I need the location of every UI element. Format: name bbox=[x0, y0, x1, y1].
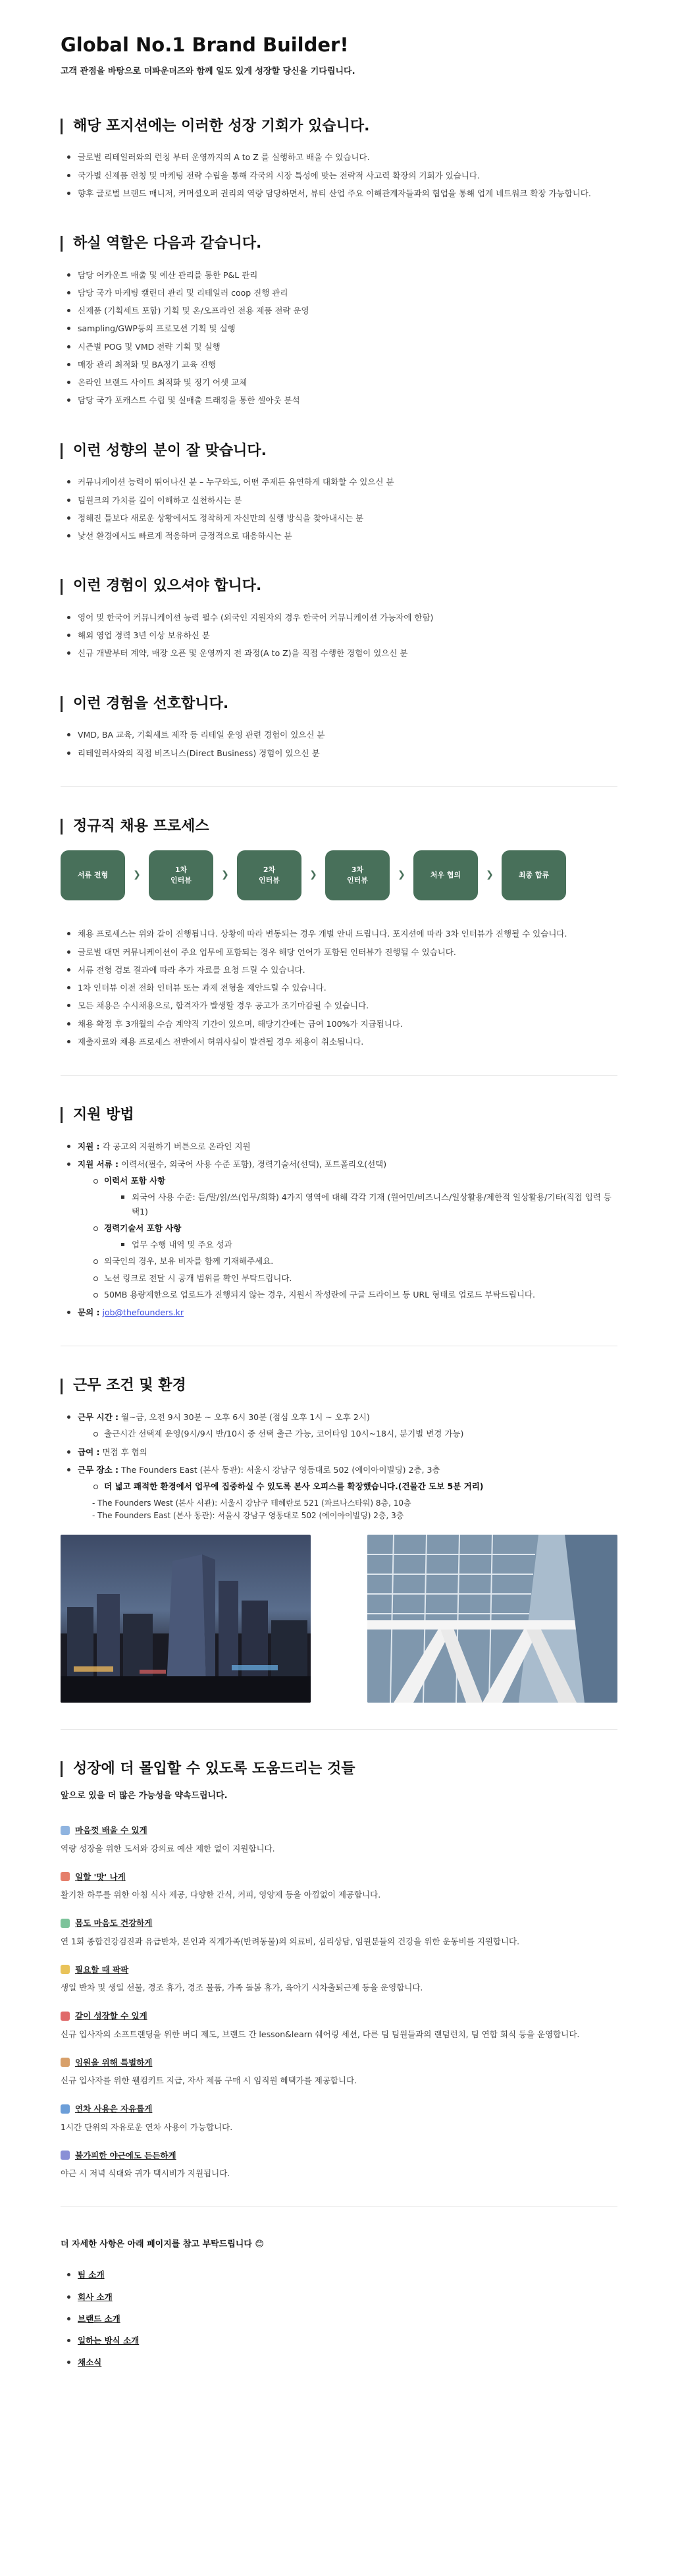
health-icon bbox=[61, 1919, 70, 1928]
list-item: 커뮤니케이션 능력이 뛰어나신 분 – 누구와도, 어떤 주제든 유연하게 대화할 수 있으신 분 bbox=[67, 475, 617, 489]
section-heading bbox=[61, 577, 617, 596]
heading-text: 이런 성향의 분이 잘 맞습니다. bbox=[73, 442, 267, 459]
list-item: 담당 국가 포캐스트 수립 및 실매출 트래킹을 통한 셀아웃 분석 bbox=[67, 393, 617, 407]
section-preferred bbox=[61, 695, 617, 760]
process-step: 최종 합류 bbox=[502, 850, 566, 900]
heading-text: 이런 경험이 있으셔야 합니다. bbox=[73, 578, 262, 595]
heading-text: 이런 경험을 선호합니다. bbox=[73, 695, 229, 712]
list-item: 시즌별 POG 및 VMD 전략 기획 및 실행 bbox=[67, 340, 617, 354]
divider bbox=[61, 786, 617, 787]
list-item: 50MB 용량제한으로 업로드가 진행되지 않는 경우, 지원서 작성란에 구글 드라이브 등 URL 형태로 업로드 부탁드립니다. bbox=[93, 1288, 617, 1302]
heading-bar bbox=[61, 696, 63, 712]
list-item: 노션 링크로 전달 시 공개 범위를 확인 부탁드립니다. bbox=[93, 1271, 617, 1285]
heading-bar bbox=[61, 119, 63, 134]
list-item bbox=[67, 1139, 617, 1153]
apply-docs-label: 지원 서류 : bbox=[78, 1159, 119, 1169]
address-west: - The Founders West (본사 서관): 서울시 강남구 테헤란로 521 (파르나스타워) 8층, 10층 bbox=[92, 1498, 411, 1508]
process-step: 서류 전형 bbox=[61, 850, 125, 900]
list-item: 팀원크의 가치를 깊이 이해하고 실천하시는 분 bbox=[67, 493, 617, 507]
benefit-desc: 활기찬 하루를 위한 아침 식사 제공, 다양한 간식, 커피, 영양제 등을 아낌없이 제공합니다. bbox=[61, 1890, 381, 1900]
list-item: 낯선 환경에서도 빠르게 적응하며 긍정적으로 대응하시는 분 bbox=[67, 529, 617, 543]
section-role bbox=[61, 234, 617, 408]
benefits-subtitle: 앞으로 있을 더 많은 가능성을 약속드립니다. bbox=[61, 1791, 228, 1801]
list-item bbox=[67, 2312, 617, 2326]
heading-bar bbox=[61, 1107, 63, 1123]
section-process bbox=[61, 817, 617, 1049]
list-item bbox=[67, 1445, 617, 1459]
benefit-title bbox=[61, 1963, 617, 1977]
chevron-right-icon: ❯ bbox=[398, 869, 405, 881]
food-icon bbox=[61, 1872, 70, 1881]
list-item: 향후 글로벌 브랜드 매니저, 커머셜오퍼 권리의 역량 담당하면서, 뷰티 산업 주요 이해관계자들과의 협업을 통해 업계 네트워크 확장 가능합니다. bbox=[67, 186, 617, 200]
heading-bar bbox=[61, 579, 63, 595]
process-step: 3차 인터뷰 bbox=[325, 850, 390, 900]
benefit-desc: 역량 성장을 위한 도서와 강의료 예산 제한 없이 지원합니다. bbox=[61, 1843, 275, 1853]
office-west-photo bbox=[61, 1535, 311, 1703]
section-heading bbox=[61, 1106, 617, 1125]
list-item bbox=[93, 1221, 617, 1252]
list-item bbox=[67, 1305, 617, 1319]
benefit-title bbox=[61, 1823, 617, 1837]
chevron-right-icon: ❯ bbox=[309, 869, 317, 881]
list-item: 담당 국가 마케팅 캘린더 관리 및 리테일러 coop 진행 관리 bbox=[67, 286, 617, 300]
process-step: 처우 협의 bbox=[413, 850, 478, 900]
benefit-title bbox=[61, 2102, 617, 2116]
chevron-right-icon: ❯ bbox=[221, 869, 229, 881]
brand-intro-link[interactable]: 브랜드 소개 bbox=[78, 2313, 120, 2324]
benefit-title-text: 불가피한 야근에도 든든하게 bbox=[75, 2150, 176, 2160]
heading-text: 근무 조건 및 환경 bbox=[73, 1377, 186, 1394]
office-photos bbox=[61, 1535, 617, 1703]
list-item: 채용 프로세스는 위와 같이 진행됩니다. 상황에 따라 변동되는 경우 개별 안내 드립니다. 포지션에 따라 3차 인터뷰가 진행될 수 있습니다. bbox=[67, 927, 617, 941]
benefit-item bbox=[61, 1963, 617, 1995]
welcome-kit-icon bbox=[61, 2058, 70, 2067]
section-conditions bbox=[61, 1377, 617, 1702]
heading-bar bbox=[61, 236, 63, 252]
heading-bar bbox=[61, 443, 63, 459]
benefit-title-text: 임원을 위해 특별하게 bbox=[75, 2057, 153, 2068]
list-item: 글로벌 리테일러와의 런칭 부터 운영까지의 A to Z 를 실행하고 배울 수 있습니다. bbox=[67, 150, 617, 164]
list-item: 글로벌 대면 커뮤니케이션이 주요 업무에 포함되는 경우 해당 언어가 포함된 인터뷰가 진행될 수 있습니다. bbox=[67, 945, 617, 959]
benefit-title bbox=[61, 2149, 617, 2162]
benefit-item bbox=[61, 1823, 617, 1855]
divider bbox=[61, 2206, 617, 2207]
news-link[interactable]: 채소식 bbox=[78, 2357, 102, 2368]
list-item: 국가별 신제품 런칭 및 마케팅 전략 수립을 통해 각국의 시장 특성에 맞는 전략적 사고력 확장의 기회가 있습니다. bbox=[67, 169, 617, 182]
team-intro-link[interactable]: 팀 소개 bbox=[78, 2270, 105, 2280]
list-item: 리테일러사와의 직접 비즈니스(Direct Business) 경험이 있으신 분 bbox=[67, 746, 617, 760]
section-heading bbox=[61, 1760, 617, 1779]
place-text: The Founders East (본사 동관): 서울시 강남구 영동대로 502 (에이아이빌딩) 2층, 3층 bbox=[118, 1464, 440, 1475]
list-item: 정해진 틀보다 새로운 상황에서도 정착하게 자신만의 실행 방식을 찾아내시는 분 bbox=[67, 511, 617, 525]
books-icon bbox=[61, 1826, 70, 1835]
section-heading bbox=[61, 817, 617, 836]
benefit-title-text: 몸도 마음도 건강하게 bbox=[75, 1918, 153, 1929]
process-step: 1차 인터뷰 bbox=[149, 850, 213, 900]
heading-text: 하실 역할은 다음과 같습니다. bbox=[73, 235, 262, 252]
benefit-desc: 신규 입사자의 소프트랜딩을 위한 버디 제도, 브랜드 간 lesson&learn 쉐어링 세션, 다른 팀 팀원들과의 랜덤런치, 팀 연합 회식 등을 운영합니다. bbox=[61, 2029, 580, 2039]
apply-where-label: 지원 : bbox=[78, 1141, 100, 1151]
list-item bbox=[67, 2290, 617, 2304]
list-item: 해외 영업 경력 3년 이상 보유하신 분 bbox=[67, 628, 617, 642]
benefit-item bbox=[61, 1870, 617, 1902]
page-title: Global No.1 Brand Builder! bbox=[61, 34, 349, 56]
address-east: - The Founders East (본사 동관): 서울시 강남구 영동대로 502 (에이아이빌딩) 2층, 3층 bbox=[92, 1511, 404, 1521]
list-item: 외국인의 경우, 보유 비자를 함께 기재해주세요. bbox=[93, 1254, 617, 1268]
list-item: 모든 채용은 수시채용으로, 합격자가 발생할 경우 공고가 조기마감될 수 있습니다. bbox=[67, 999, 617, 1012]
chevron-right-icon: ❯ bbox=[486, 869, 494, 881]
hours-label: 근무 시간 : bbox=[78, 1412, 119, 1423]
benefit-title bbox=[61, 2009, 617, 2023]
taxi-icon bbox=[61, 2151, 70, 2160]
benefit-title-text: 마음껏 배울 수 있게 bbox=[75, 1825, 147, 1836]
heading-bar bbox=[61, 1379, 63, 1394]
benefit-item bbox=[61, 2009, 617, 2041]
company-intro-link[interactable]: 회사 소개 bbox=[78, 2291, 113, 2302]
benefit-item bbox=[61, 2102, 617, 2134]
list-item bbox=[67, 1463, 617, 1494]
process-step: 2차 인터뷰 bbox=[237, 850, 301, 900]
benefit-desc: 야근 시 저녁 식대와 귀가 택시비가 지원됩니다. bbox=[61, 2168, 230, 2179]
section-heading bbox=[61, 695, 617, 714]
divider bbox=[61, 1729, 617, 1730]
list-item: 출근시간 선택제 운영(9시/9시 반/10시 중 선택 출근 가능, 코어타임 10시~18시, 분기별 변경 가능) bbox=[93, 1427, 617, 1440]
heading-bar bbox=[61, 1761, 63, 1777]
benefit-title-text: 같이 성장할 수 있게 bbox=[75, 2011, 147, 2021]
section-more bbox=[61, 2237, 617, 2369]
benefit-item bbox=[61, 2056, 617, 2088]
list-item: 온라인 브랜드 사이트 최적화 및 정기 어셋 교체 bbox=[67, 375, 617, 389]
list-item: 업무 수행 내역 및 주요 성과 bbox=[121, 1238, 617, 1251]
section-heading bbox=[61, 234, 617, 254]
heading-text: 성장에 더 몰입할 수 있도록 도움드리는 것들 bbox=[73, 1760, 355, 1777]
list-item: 제출자료와 채용 프로세스 전반에서 허위사실이 발견될 경우 채용이 취소됩니다. bbox=[67, 1035, 617, 1049]
benefit-desc: 신규 입사자를 위한 웰컴키트 지급, 자사 제품 구매 시 임직원 혜택가를 제공합니다. bbox=[61, 2075, 357, 2086]
heading-text: 지원 방법 bbox=[73, 1107, 134, 1124]
section-heading bbox=[61, 117, 617, 136]
section-required bbox=[61, 577, 617, 660]
benefit-desc: 연 1회 종합건강검진과 유급반차, 본인과 직계가족(반려동물)의 의료비, 심리상담, 임원분들의 건강을 위한 운동비를 지원합니다. bbox=[61, 1936, 520, 1946]
more-heading: 더 자세한 사항은 아래 페이지를 참고 부탁드립니다 😊 bbox=[61, 2239, 264, 2250]
place-label: 근무 장소 : bbox=[78, 1464, 119, 1475]
benefit-title bbox=[61, 1916, 617, 1930]
list-item bbox=[67, 2334, 617, 2347]
list-item bbox=[67, 1410, 617, 1441]
office-east-photo bbox=[367, 1535, 617, 1703]
career-label: 경력기술서 포함 사항 bbox=[104, 1222, 182, 1233]
benefit-title-text: 필요할 때 팍팍 bbox=[75, 1964, 129, 1975]
gift-icon bbox=[61, 1965, 70, 1974]
heading-text: 정규직 채용 프로세스 bbox=[73, 817, 209, 835]
chevron-right-icon: ❯ bbox=[133, 869, 141, 881]
benefit-title bbox=[61, 2056, 617, 2069]
list-item bbox=[93, 1174, 617, 1219]
contact-label: 문의 : bbox=[78, 1307, 100, 1318]
divider bbox=[61, 1075, 617, 1076]
list-item: 담당 어카운트 매출 및 예산 관리를 통한 P&L 관리 bbox=[67, 268, 617, 282]
list-item: 영어 및 한국어 커뮤니케이션 능력 필수 (외국인 지원자의 경우 한국어 커뮤니케이션 가능자에 한함) bbox=[67, 611, 617, 624]
list-item: 외국어 사용 수준: 듣/말/읽/쓰(업무/회화) 4가지 영역에 대해 각각 기재 (원어민/비즈니스/일상활용/제한적 일상활용/기타(직접 입력 등 택1) bbox=[121, 1190, 617, 1219]
benefit-item bbox=[61, 2149, 617, 2181]
benefit-title-text: 일할 '맛' 나게 bbox=[75, 1871, 126, 1882]
list-item: 신제품 (기획세트 포함) 기획 및 온/오프라인 전용 제품 전략 운영 bbox=[67, 304, 617, 317]
process-steps bbox=[61, 850, 617, 900]
pay-text: 면접 후 협의 bbox=[99, 1446, 147, 1457]
benefit-desc: 생일 반차 및 생일 선물, 경조 휴가, 경조 물품, 가족 돌봄 휴가, 육아기 시차출퇴근제 등을 운영합니다. bbox=[61, 1983, 423, 1993]
page-subtitle: 고객 관점을 바탕으로 더파운더즈와 함께 일도 있게 성장할 당신을 기다립니다. bbox=[61, 66, 355, 76]
pay-label: 급여 : bbox=[78, 1446, 100, 1457]
list-item: 채용 확정 후 3개월의 수습 계약직 기간이 있으며, 해당기간에는 급여 100%가 지급됩니다. bbox=[67, 1017, 617, 1031]
list-item bbox=[67, 2355, 617, 2369]
apply-where-text: 각 공고의 지원하기 버튼으로 온라인 지원 bbox=[99, 1141, 251, 1151]
heading-text: 해당 포지션에는 이러한 성장 기회가 있습니다. bbox=[73, 117, 370, 134]
work-style-link[interactable]: 일하는 방식 소개 bbox=[78, 2336, 140, 2346]
benefit-item bbox=[61, 1916, 617, 1948]
list-item: sampling/GWP등의 프로모션 기획 및 실행 bbox=[67, 321, 617, 335]
benefit-title-text: 연차 사용은 자유롭게 bbox=[75, 2104, 153, 2114]
benefit-desc: 1시간 단위의 자유로운 연차 사용이 가능합니다. bbox=[61, 2122, 233, 2132]
section-fit bbox=[61, 442, 617, 543]
list-item bbox=[67, 2268, 617, 2282]
section-heading bbox=[61, 442, 617, 461]
growth-icon bbox=[61, 2012, 70, 2021]
benefit-title bbox=[61, 1870, 617, 1884]
resume-label: 이력서 포함 사항 bbox=[104, 1176, 166, 1186]
section-benefits bbox=[61, 1760, 617, 2181]
list-item: 신규 개발부터 계약, 매장 오픈 및 운영까지 전 과정(A to Z)을 직접 수행한 경험이 있으신 분 bbox=[67, 646, 617, 660]
list-item bbox=[67, 1157, 617, 1302]
section-opportunity bbox=[61, 117, 617, 200]
list-item: 1차 인터뷰 이전 전화 인터뷰 또는 과제 전형을 제안드릴 수 있습니다. bbox=[67, 981, 617, 995]
section-heading bbox=[61, 1377, 617, 1396]
apply-docs-text: 이력서(필수, 외국어 사용 수준 포함), 경력기술서(선택), 포트폴리오(선택) bbox=[118, 1159, 387, 1169]
list-item: VMD, BA 교육, 기획세트 제작 등 리테일 운영 관련 경험이 있으신 분 bbox=[67, 728, 617, 742]
list-item: 매장 관리 최적화 및 BA정기 교육 진행 bbox=[67, 358, 617, 371]
office-move-text: 더 넓고 쾌적한 환경에서 업무에 집중하실 수 있도록 본사 오피스를 확장했습니다.(건물간 도보 5분 거리) bbox=[104, 1481, 484, 1492]
heading-bar bbox=[61, 819, 63, 835]
hours-text: 월~금, 오전 9시 30분 ~ 오후 6시 30분 (점심 오후 1시 ~ 오후 2시) bbox=[118, 1412, 370, 1423]
section-apply bbox=[61, 1106, 617, 1319]
list-item bbox=[93, 1479, 617, 1493]
calendar-icon bbox=[61, 2104, 70, 2114]
list-item: 서류 전형 검토 결과에 따라 추가 자료를 요청 드릴 수 있습니다. bbox=[67, 963, 617, 977]
contact-email-link[interactable]: job@thefounders.kr bbox=[102, 1307, 184, 1318]
